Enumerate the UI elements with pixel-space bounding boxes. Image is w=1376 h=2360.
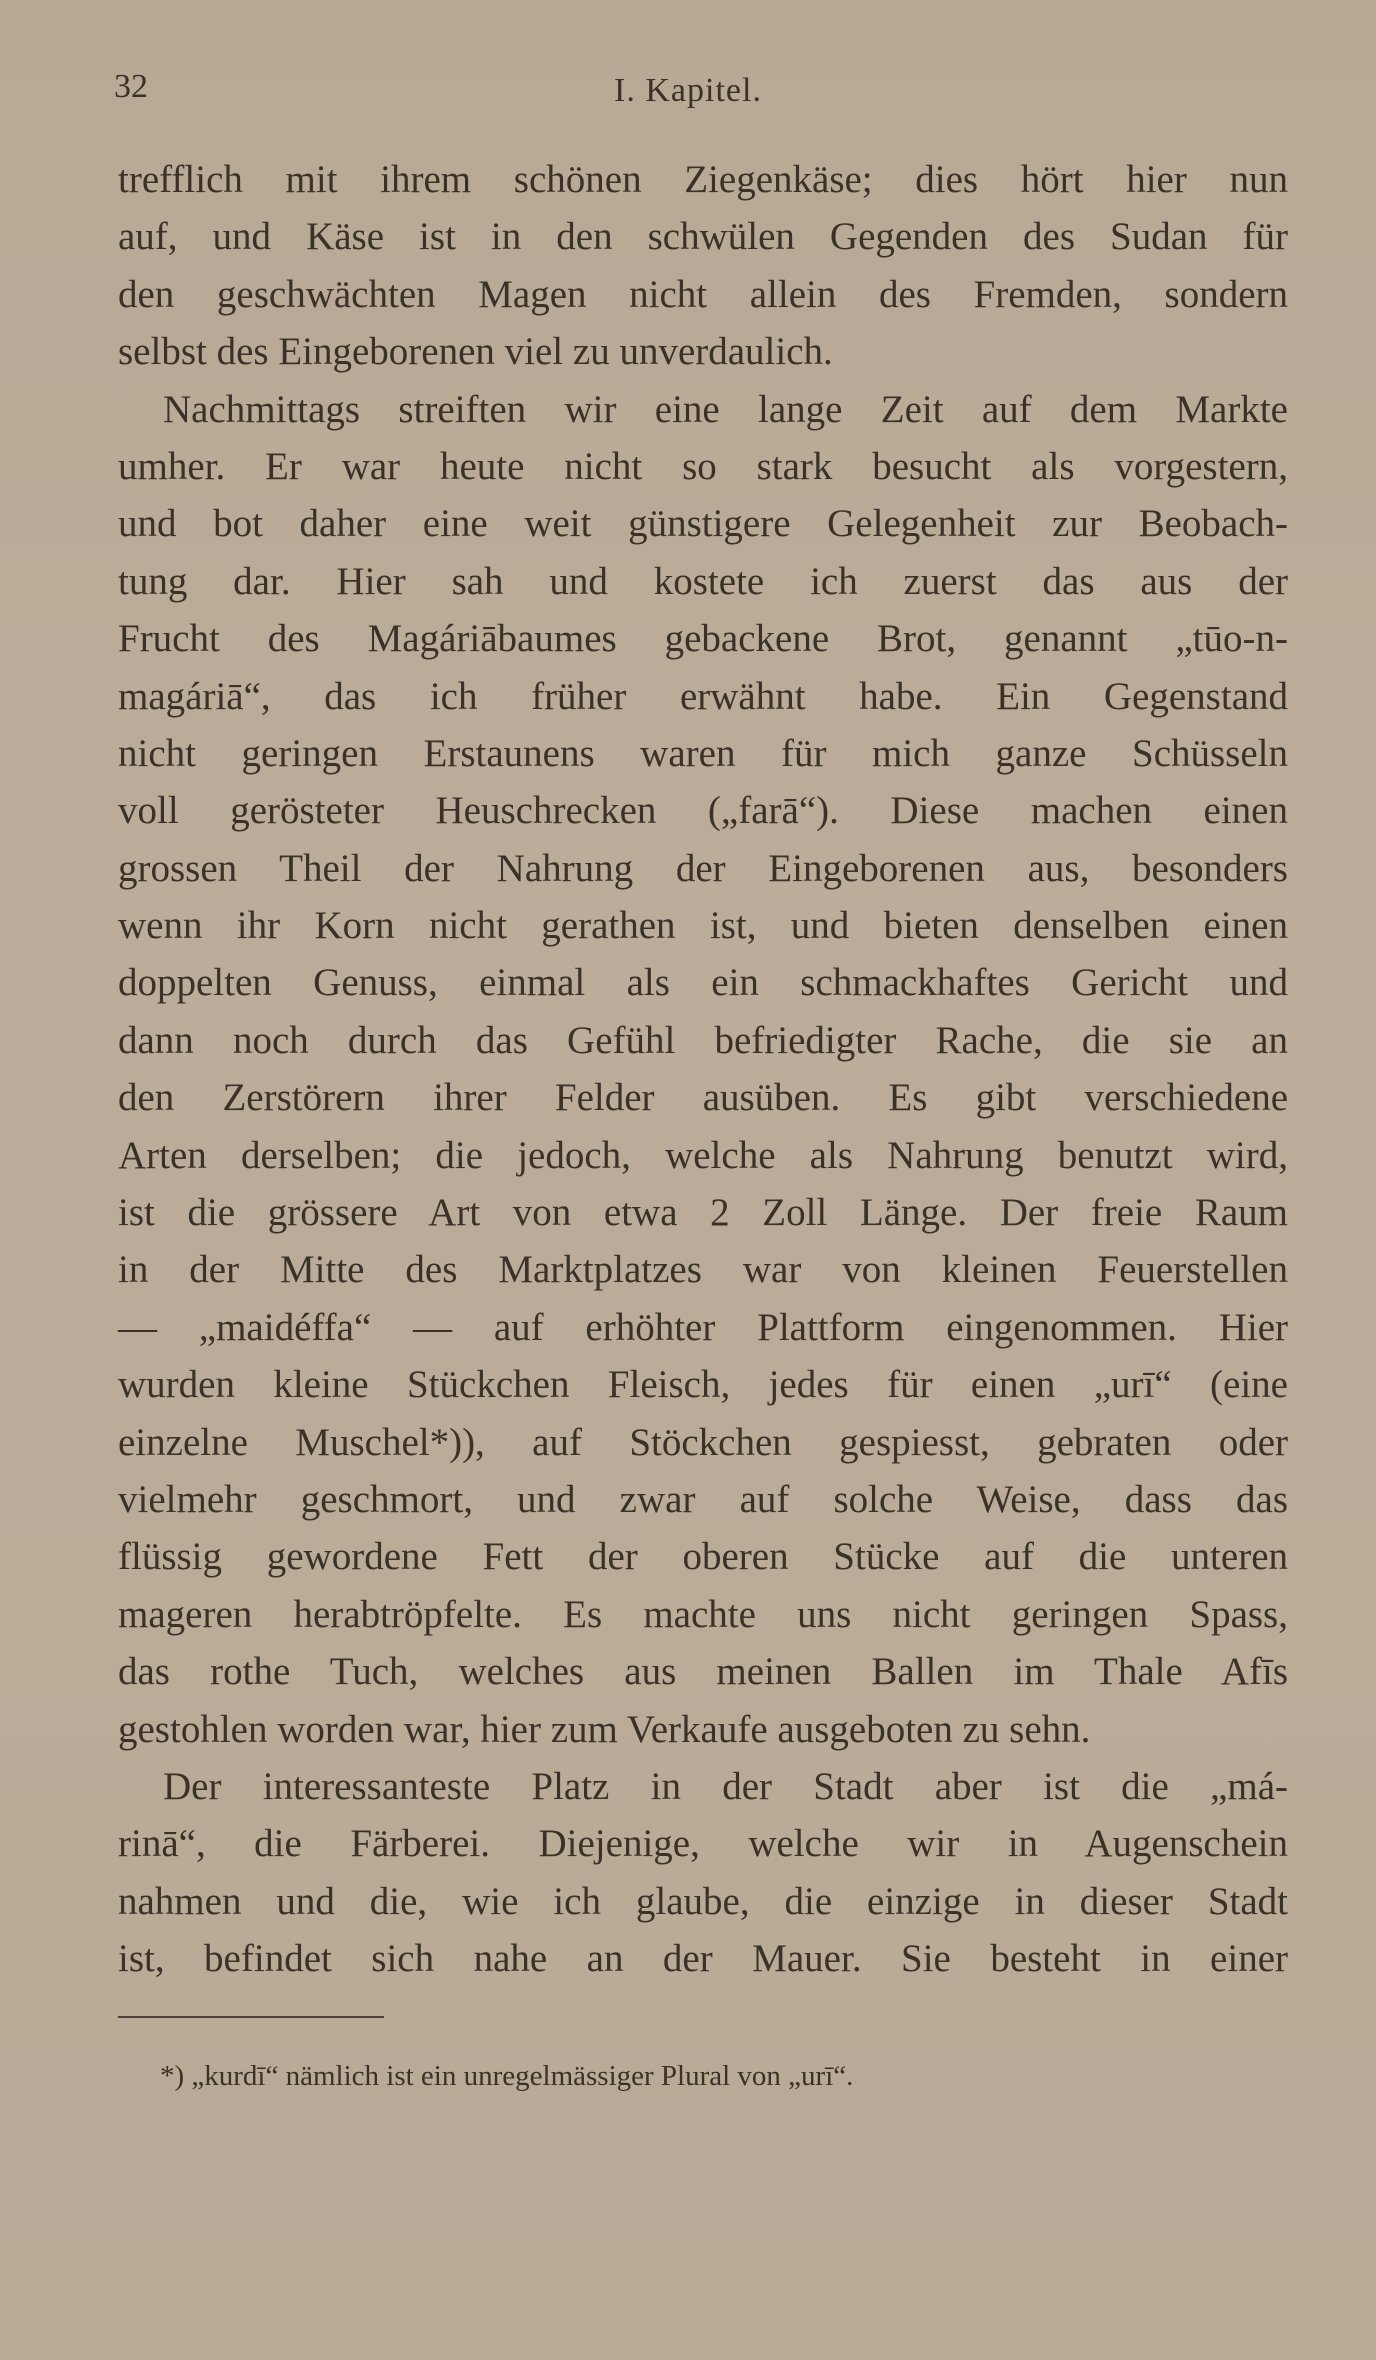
text-line: doppelten Genuss, einmal als ein schmackhaftes Gericht und: [118, 961, 1288, 1005]
text-line: magáriā“, das ich früher erwähnt habe. Ein Gegenstand: [118, 674, 1288, 718]
text-line: und bot daher eine weit günstigere Gelegenheit zur Beobach-: [118, 502, 1288, 546]
text-line: Der interessanteste Platz in der Stadt aber ist die „má-: [163, 1764, 1288, 1808]
text-line: den Zerstörern ihrer Felder ausüben. Es gibt verschiedene: [118, 1076, 1288, 1120]
footnote-divider: [118, 2016, 384, 2018]
text-line: selbst des Eingeborenen viel zu unverdaulich.: [118, 330, 833, 374]
text-line: mageren herabtröpfelte. Es machte uns nicht geringen Spass,: [118, 1592, 1288, 1636]
text-line: tung dar. Hier sah und kostete ich zuerst das aus der: [118, 559, 1288, 603]
text-line: den geschwächten Magen nicht allein des Fremden, sondern: [118, 272, 1288, 316]
text-line: voll gerösteter Heuschrecken („farā“). Diese machen einen: [118, 789, 1288, 833]
text-line: — „maidéffa“ — auf erhöhter Plattform eingenommen. Hier: [118, 1305, 1288, 1349]
text-line: wurden kleine Stückchen Fleisch, jedes für einen „urī“ (eine: [118, 1363, 1288, 1407]
text-line: Arten derselben; die jedoch, welche als Nahrung benutzt wird,: [118, 1133, 1288, 1177]
text-line: gestohlen worden war, hier zum Verkaufe ausgeboten zu sehn.: [118, 1707, 1091, 1751]
running-header-title: I. Kapitel.: [614, 72, 762, 109]
text-line: Nachmittags streiften wir eine lange Zeit auf dem Markte: [163, 387, 1288, 431]
text-line: trefflich mit ihrem schönen Ziegenkäse; dies hört hier nun: [118, 158, 1288, 201]
text-line: dann noch durch das Gefühl befriedigter Rache, die sie an: [118, 1018, 1288, 1062]
text-line: rinā“, die Färberei. Diejenige, welche wir in Augenschein: [118, 1822, 1288, 1866]
text-line: in der Mitte des Marktplatzes war von kleinen Feuerstellen: [118, 1248, 1288, 1292]
text-line: wenn ihr Korn nicht gerathen ist, und bieten denselben einen: [118, 904, 1288, 948]
text-line: umher. Er war heute nicht so stark besucht als vorgestern,: [118, 444, 1288, 488]
page-number: 32: [114, 68, 148, 105]
text-line: nicht geringen Erstaunens waren für mich ganze Schüsseln: [118, 731, 1288, 775]
text-line: ist die grössere Art von etwa 2 Zoll Länge. Der freie Raum: [118, 1191, 1288, 1235]
text-line: auf, und Käse ist in den schwülen Gegenden des Sudan für: [118, 215, 1288, 259]
body-text: [118, 151, 1288, 1988]
text-line: ist, befindet sich nahe an der Mauer. Sie besteht in einer: [118, 1937, 1288, 1981]
text-line: flüssig gewordene Fett der oberen Stücke auf die unteren: [118, 1535, 1288, 1579]
text-line: vielmehr geschmort, und zwar auf solche Weise, dass das: [118, 1477, 1288, 1521]
footnote: *) „kurdī“ nämlich ist ein unregelmässiger Plural von „urī“.: [160, 2060, 854, 2092]
text-line: Frucht des Magáriābaumes gebackene Brot, genannt „tūo-n-: [118, 617, 1288, 661]
text-line: einzelne Muschel*)), auf Stöckchen gespiesst, gebraten oder: [118, 1420, 1288, 1464]
text-line: das rothe Tuch, welches aus meinen Ballen im Thale Afīs: [118, 1650, 1288, 1694]
text-line: nahmen und die, wie ich glaube, die einzige in dieser Stadt: [118, 1879, 1288, 1923]
text-line: grossen Theil der Nahrung der Eingeborenen aus, besonders: [118, 846, 1288, 890]
